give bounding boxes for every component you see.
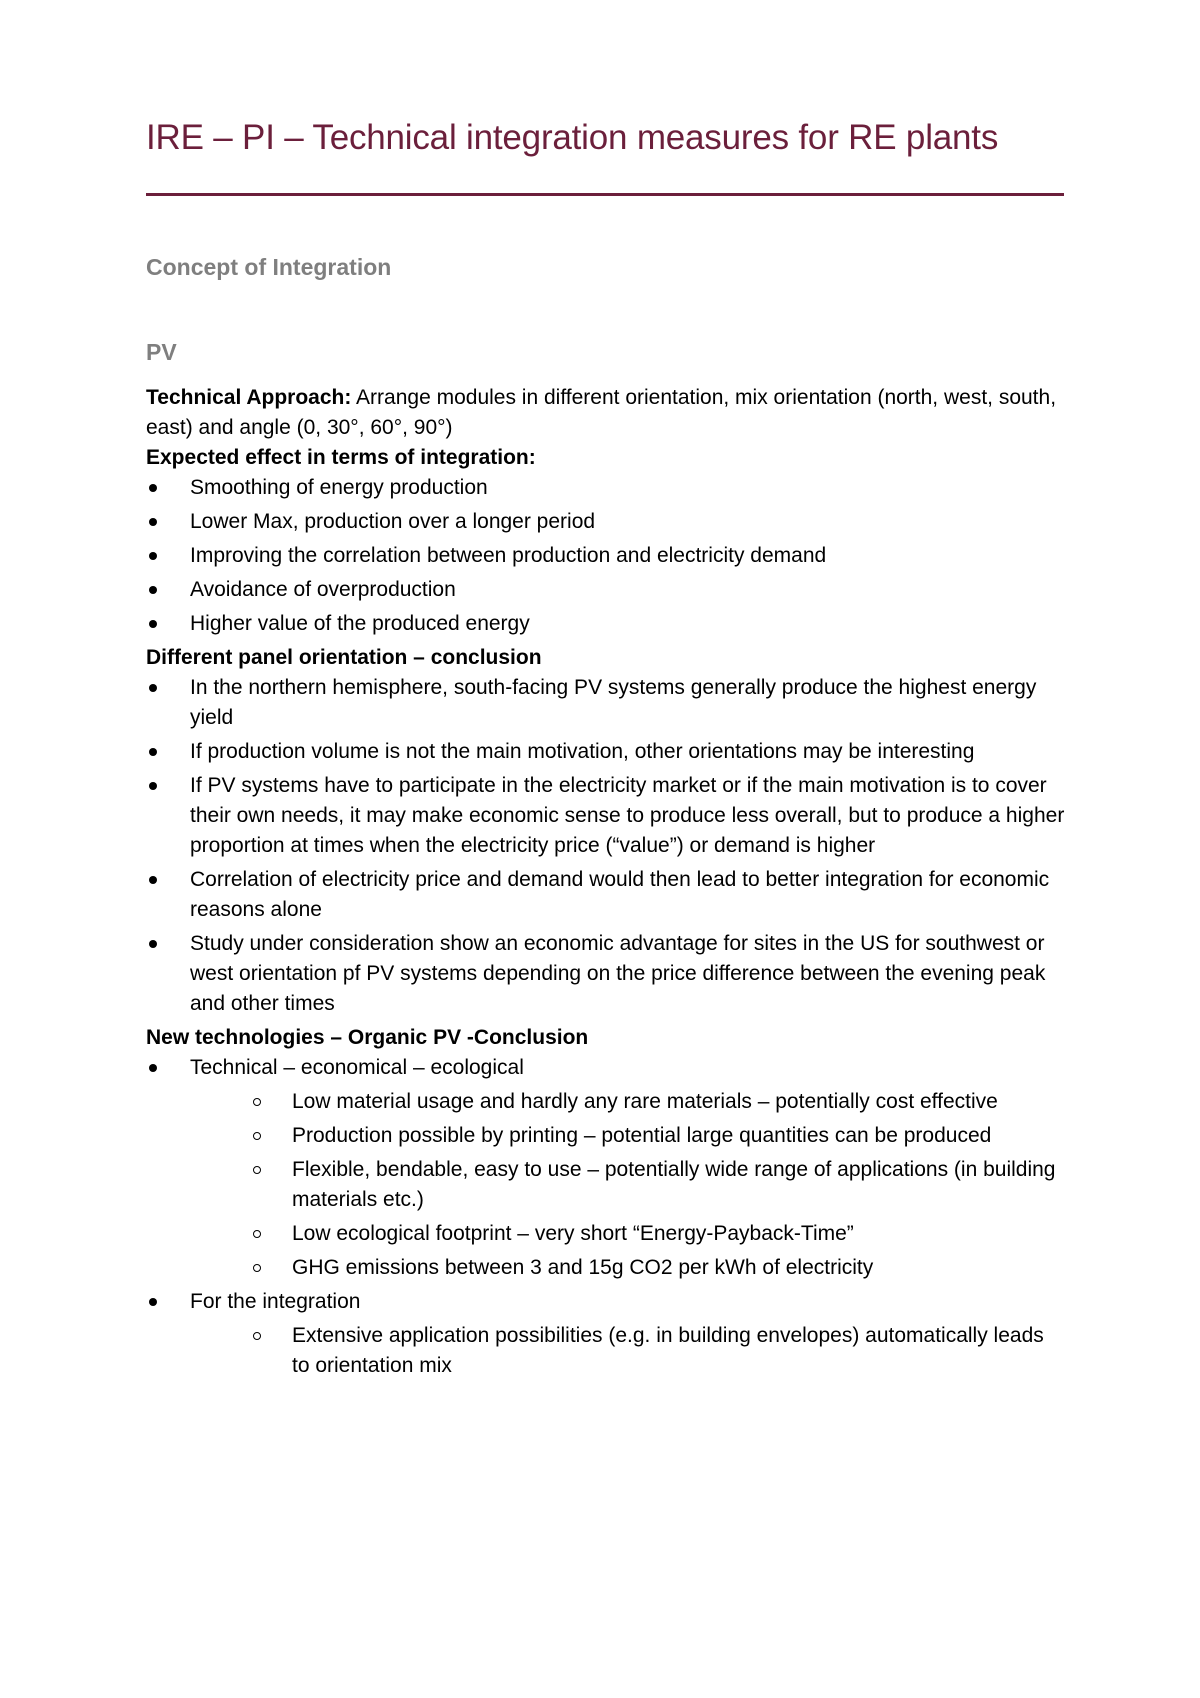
- expected-effect-heading: Expected effect in terms of integration:: [146, 446, 536, 469]
- sub-list-item: GHG emissions between 3 and 15g CO2 per kWh of electricity: [190, 1253, 1066, 1283]
- list-item-group: [146, 1287, 1066, 1381]
- subsection-heading: PV: [146, 339, 177, 365]
- technical-approach-paragraph: [146, 383, 1066, 443]
- organic-pv-heading: New technologies – Organic PV -Conclusion: [146, 1026, 589, 1049]
- title-divider: [146, 193, 1064, 196]
- list-item: Study under consideration show an economic advantage for sites in the US for southwest or west orientation pf PV systems depending on the price difference between the evening peak and other times: [146, 929, 1066, 1019]
- expected-effect-list: [146, 473, 1066, 639]
- panel-orientation-list: [146, 673, 1066, 1019]
- list-item-group: [146, 1053, 1066, 1283]
- sub-list-item: Low material usage and hardly any rare materials – potentially cost effective: [190, 1087, 1066, 1117]
- list-item: Smoothing of energy production: [146, 473, 1066, 503]
- list-item: Correlation of electricity price and demand would then lead to better integration for economic reasons alone: [146, 865, 1066, 925]
- list-item: Lower Max, production over a longer period: [146, 507, 1066, 537]
- organic-pv-list: [146, 1053, 1066, 1381]
- sub-list-item: Production possible by printing – potential large quantities can be produced: [190, 1121, 1066, 1151]
- section-heading: Concept of Integration: [146, 254, 392, 280]
- sub-list-item: Extensive application possibilities (e.g. in building envelopes) automatically leads to orientation mix: [190, 1321, 1066, 1381]
- panel-orientation-heading: Different panel orientation – conclusion: [146, 646, 542, 669]
- list-item: Avoidance of overproduction: [146, 575, 1066, 605]
- document-body: [146, 383, 1066, 1385]
- list-item: If PV systems have to participate in the electricity market or if the main motivation is to cover their own needs, it may make economic sense to produce less overall, but to produce a higher proportion at times when the electricity price (“value”) or demand is higher: [146, 771, 1066, 861]
- sub-list-item: Low ecological footprint – very short “Energy-Payback-Time”: [190, 1219, 1066, 1249]
- sub-list-item: Flexible, bendable, easy to use – potentially wide range of applications (in building materials etc.): [190, 1155, 1066, 1215]
- technical-approach-label: Technical Approach:: [146, 386, 352, 409]
- group-label: For the integration: [190, 1290, 361, 1313]
- list-item: In the northern hemisphere, south-facing PV systems generally produce the highest energy yield: [146, 673, 1066, 733]
- list-item: Higher value of the produced energy: [146, 609, 1066, 639]
- document-title: IRE – PI – Technical integration measures for RE plants: [146, 118, 999, 157]
- list-item: If production volume is not the main motivation, other orientations may be interesting: [146, 737, 1066, 767]
- technical-approach-text: Arrange modules in different orientation, mix orientation (north, west, south, east) and angle (0, 30°, 60°, 90°): [146, 386, 1057, 439]
- list-item: Improving the correlation between production and electricity demand: [146, 541, 1066, 571]
- group-label: Technical – economical – ecological: [190, 1056, 524, 1079]
- sub-list: [190, 1087, 1066, 1283]
- sub-list: [190, 1321, 1066, 1381]
